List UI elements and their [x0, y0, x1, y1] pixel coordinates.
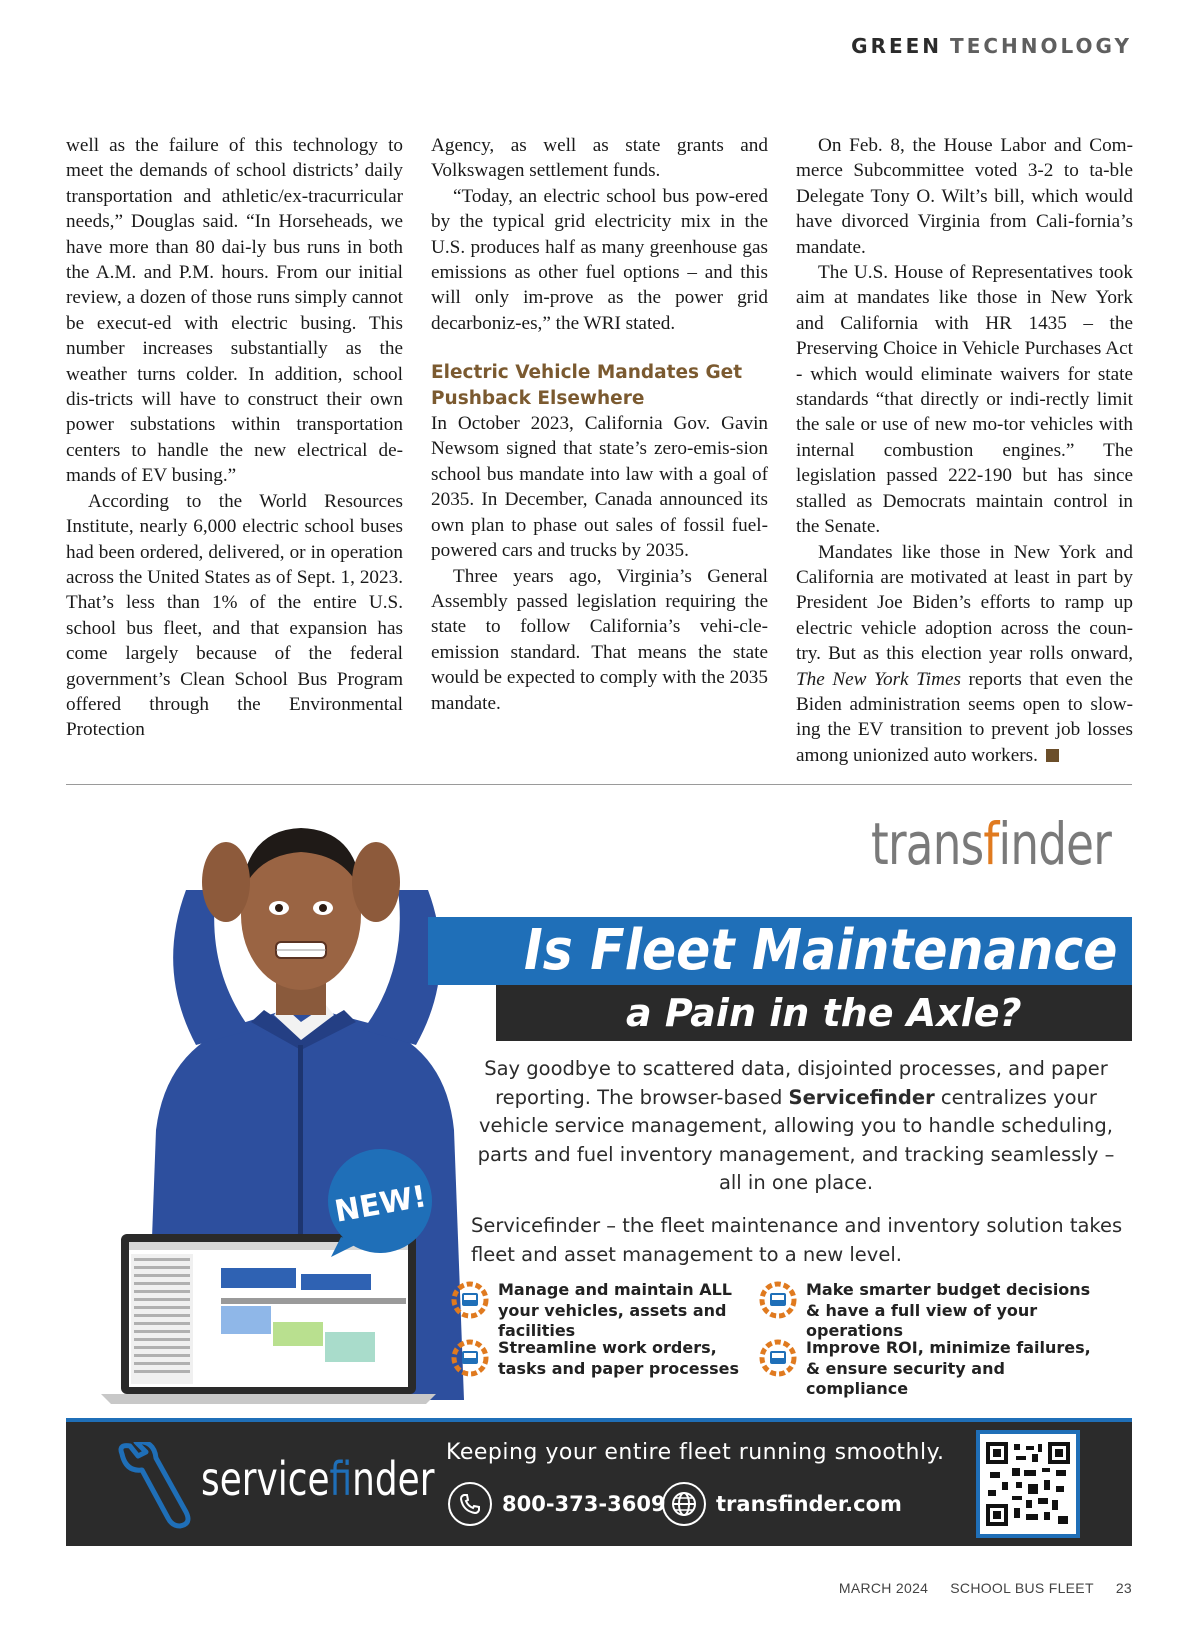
ad-body-part: centralizes your vehicle service management, allowing you to handle scheduling, parts and fuel inventory management, and tracking seamlessly – all in one place.: [477, 1085, 1115, 1194]
issue-date: MARCH 2024: [838, 1580, 929, 1596]
ad-headline-2: a Pain in the Axle?: [626, 991, 1022, 1035]
website-link[interactable]: transfinder.com: [716, 1492, 902, 1516]
phone-contact[interactable]: [448, 1482, 666, 1526]
article-column-3: [796, 133, 1133, 768]
servicefinder-logo[interactable]: [201, 1452, 434, 1506]
logo-text: service: [201, 1452, 330, 1506]
feature-item: [758, 1338, 1103, 1400]
advertisement: [66, 800, 1132, 1550]
feature-text: Improve ROI, minimize failures, & ensure security and compliance: [806, 1338, 1091, 1398]
end-mark-icon: [1046, 749, 1059, 762]
paragraph: Three years ago, Virginia’s General Assembly passed legislation requiring the state to follow California’s vehi-cle-emission standard. That means the state would be expected to comply with the 2035 mandate.: [431, 565, 768, 714]
magazine-name: SCHOOL BUS FLEET: [950, 1580, 1094, 1596]
divider: [66, 784, 1132, 785]
page-number: 23: [1115, 1580, 1132, 1596]
badge-label: NEW!: [332, 1179, 430, 1230]
logo-letter-f: f: [983, 810, 999, 878]
ad-headline-1: Is Fleet Maintenance: [524, 918, 1118, 983]
publication-name: The New York Times: [796, 668, 961, 690]
phone-number[interactable]: 800-373-3609: [502, 1492, 666, 1516]
paragraph: Agency, as well as state grants and Volkswagen settlement funds.: [431, 135, 768, 182]
logo-letter-f: f: [329, 1452, 353, 1506]
feature-text: Make smarter budget decisions & have a full view of your operations: [806, 1280, 1091, 1340]
article-column-1: [66, 133, 403, 743]
wrench-icon: [114, 1442, 194, 1532]
paragraph: “Today, an electric school bus pow-ered by the typical grid electricity mix in the U.S. produces half as many greenhouse gas emissions as other fuel options – and this will only im-prove as the power grid decarboniz-es,” the WRI stated.: [431, 185, 768, 334]
ad-body-text: [466, 1055, 1126, 1198]
gear-bus-icon: [758, 1280, 798, 1320]
paragraph: [796, 540, 1133, 769]
gear-bus-icon: [450, 1280, 490, 1320]
page-footer: [839, 1580, 1132, 1596]
section-header: [851, 34, 1132, 58]
paragraph: well as the failure of this technology to meet the demands of school districts’ daily transportation and athletic/ex-tracurricular needs,” Douglas said. “In Horseheads, we have more than 80 dai-ly bus runs in both the A.M. and P.M. hours. From our initial review, a dozen of those runs simply cannot be execut-ed with electric busing. This number increases substantially as the weather turns colder. In addition, school dis-tricts will have to construct their own power substations within transportation centers to handle the new electrical de-mands of EV busing.”: [66, 135, 403, 487]
logo-text: inder: [998, 810, 1112, 878]
paragraph: The U.S. House of Representatives took aim at mandates like those in New York and California with HR 1435 – the Preserving Choice in Vehicle Purchases Act - which would eliminate waivers for state standards “that directly or indi-rectly limit the sale or use of new mo-tor vehicles with internal combustion engines.” The legislation passed 222-190 but has since stalled as Democrats maintain control in the Senate.: [796, 262, 1133, 538]
feature-item: [450, 1280, 770, 1342]
logo-text: trans: [871, 810, 984, 878]
globe-icon: [662, 1482, 706, 1526]
paragraph: In October 2023, California Gov. Gavin Newsom signed that state’s zero-emis-sion school bus mandate into law with a goal of 2035. In December, Canada announced its own plan to phase out sales of fossil fuel-powered cars and trucks by 2035.: [431, 413, 768, 562]
new-badge: [321, 1142, 439, 1260]
phone-icon: [448, 1482, 492, 1526]
ad-footer-bar: [66, 1418, 1132, 1546]
section-word-1: GREEN: [851, 34, 943, 58]
feature-text: Streamline work orders, tasks and paper processes: [498, 1338, 740, 1378]
section-word-2: TECHNOLOGY: [950, 34, 1132, 58]
ad-body-text-2: Servicefinder – the fleet maintenance and inventory solution takes fleet and asset management to a new level.: [471, 1214, 1123, 1266]
feature-item: [758, 1280, 1103, 1342]
feature-text: Manage and maintain ALL your vehicles, assets and facilities: [498, 1280, 732, 1340]
gear-bus-icon: [758, 1338, 798, 1378]
logo-text: inder: [352, 1452, 435, 1506]
ad-body-part: Say goodbye to scattered data, disjointed processes, and paper reporting. The browser-based: [484, 1057, 1108, 1109]
ad-tagline: Keeping your entire fleet running smoothly.: [446, 1440, 945, 1465]
subheading: Electric Vehicle Mandates Get Pushback Elsewhere: [431, 362, 743, 409]
qr-code-icon[interactable]: [976, 1430, 1080, 1538]
paragraph-text: Mandates like those in New York and California are motivated at least in part by President Joe Biden’s efforts to ramp up electric vehicle adoption across the coun-try. But as this election year rolls onward,: [796, 541, 1133, 665]
transfinder-logo[interactable]: [871, 810, 1111, 878]
paragraph-text: reports that even the Biden administration seems open to slow-ing the EV transition to prevent job losses among unionized auto workers.: [796, 668, 1133, 766]
product-name: Servicefinder: [788, 1085, 935, 1109]
gear-bus-icon: [450, 1338, 490, 1378]
website-contact[interactable]: [662, 1482, 902, 1526]
article-column-2: [431, 133, 768, 716]
paragraph: According to the World Resources Institute, nearly 6,000 electric school buses had been ordered, delivered, or in operation across the United States as of Sept. 1, 2023. That’s less than 1% of the entire U.S. school bus fleet, and that expansion has come largely because of the federal government’s Clean School Bus Program offered through the Environmental Protection: [66, 490, 403, 741]
paragraph: On Feb. 8, the House Labor and Com-merce Subcommittee voted 3-2 to ta-ble Delegate Tony O. Wilt’s bill, which would have divorced Virginia from Cali-fornia’s mandate.: [796, 135, 1133, 258]
feature-item: [450, 1338, 770, 1379]
